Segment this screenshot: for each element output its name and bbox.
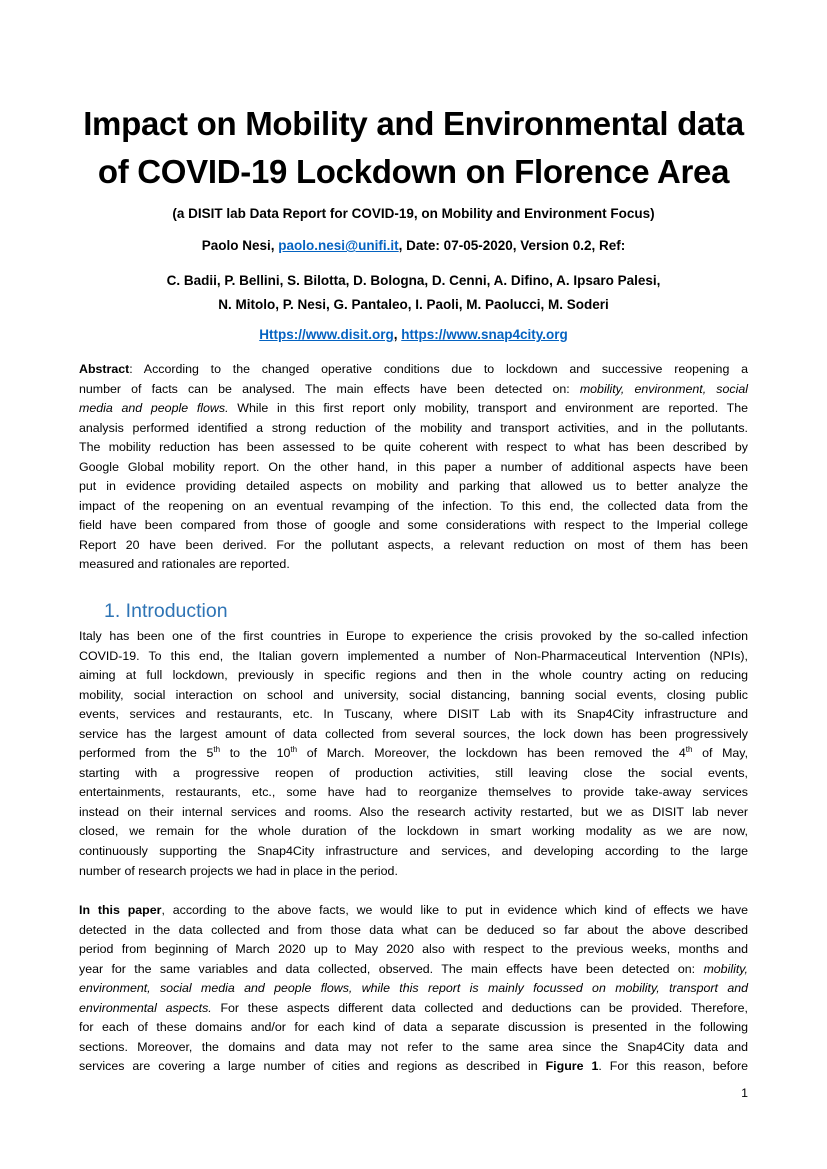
author-email-link[interactable]: paolo.nesi@unifi.it — [278, 238, 399, 253]
intro-line: entertainments, restaurants, etc., some have had to reorganize themselves to provide take-away services — [79, 785, 748, 800]
abstract-label: Abstract — [79, 362, 130, 376]
paper-line — [79, 901, 748, 921]
abstract-line: put in evidence providing detailed aspects on mobility and parking that allowed us to better analyze the — [79, 479, 748, 494]
ordinal-superscript: th — [290, 745, 298, 755]
paper-line: sections. Moreover, the domains and data may not refer to the same area since the Snap4City data and — [79, 1039, 748, 1054]
paper-label: In this paper — [79, 903, 162, 917]
website-links — [40, 326, 787, 344]
paper-text: services are covering a large number of cities and regions as described in — [79, 1059, 546, 1074]
intro-text: of May, — [692, 746, 749, 761]
abstract-line: measured and rationales are reported. — [79, 557, 290, 572]
ordinal-superscript: th — [685, 745, 693, 755]
introduction-paragraph — [79, 627, 748, 881]
paper-text: . For this reason, before — [598, 1059, 749, 1074]
figure-reference: Figure 1 — [545, 1059, 599, 1074]
page-number: 1 — [741, 1086, 748, 1100]
abstract-line — [79, 399, 748, 419]
intro-line: number of research projects we had in place in the period. — [79, 863, 398, 878]
link-separator: , — [393, 327, 402, 342]
abstract-italic: media and people flows. — [79, 401, 229, 416]
intro-line: closed, we remain for the whole duration of the lockdown in smart working modality as we are now, — [79, 824, 748, 839]
paper-line: detected in the data collected and from those data what can be deduced so far about the above described — [79, 922, 748, 937]
abstract-text: While in this first report only mobility, transport and environment are reported. The — [228, 401, 749, 416]
abstract-line: impact of the reopening on an eventual revamping of the infection. To this end, the collected data from the — [79, 498, 748, 513]
abstract-line: analysis performed identified a strong reduction of the mobility and transport activities, and in the pollutants. — [79, 420, 748, 435]
coauthors-line-1: C. Badii, P. Bellini, S. Bilotta, D. Bologna, D. Cenni, A. Difino, A. Ipsaro Palesi, — [166, 273, 661, 288]
intro-line: continuously supporting the Snap4City infrastructure and services, and developing according to the large — [79, 844, 748, 859]
ordinal-superscript: th — [213, 745, 221, 755]
intro-text: of March. Moreover, the lockdown has been removed the 4 — [297, 746, 686, 761]
paper-line: for each of these domains and/or for each kind of data a separate discussion is presented in the following — [79, 1020, 748, 1035]
intro-line: mobility, social interaction on school and university, social distancing, banning social events, closing public — [79, 687, 748, 702]
author-name: Paolo Nesi, — [201, 238, 279, 253]
abstract-text: : According to the changed operative conditions due to lockdown and successive reopening a — [129, 362, 748, 376]
intro-line: instead on their internal services and rooms. Also the research activity restarted, but we as DISIT lab never — [79, 804, 748, 819]
paper-subtitle: (a DISIT lab Data Report for COVID-19, on Mobility and Environment Focus) — [172, 206, 655, 221]
paper-line: period from beginning of March 2020 up to May 2020 also with respect to the previous weeks, months and — [79, 942, 748, 957]
intro-line: starting with a progressive reopen of production activities, still leaving close the social events, — [79, 765, 748, 780]
intro-line: Italy has been one of the first countries in Europe to experience the crisis provoked by the so-called infection — [79, 629, 748, 643]
paper-title — [40, 100, 787, 196]
coauthor-list — [40, 269, 787, 317]
paper-text: , according to the above facts, we would like to put in evidence which kind of effects we have — [161, 903, 748, 917]
paper-italic: environmental aspects. — [79, 1000, 212, 1015]
abstract-line: The mobility reduction has been assessed to be quite coherent with respect to what has been described by — [79, 440, 748, 455]
title-line-1: Impact on Mobility and Environmental data — [83, 105, 744, 142]
paper-text: year for the same variables and data collected, observed. The main effects have been detected on: — [79, 961, 704, 976]
paper-line — [79, 1057, 748, 1077]
intro-line: aiming at full lockdown, previously in specific regions and then in the whole country acting on reducing — [79, 668, 748, 683]
paper-line — [79, 979, 748, 999]
author-meta: , Date: 07-05-2020, Version 0.2, Ref: — [398, 238, 626, 253]
intro-line: service has the largest amount of data collected from several sources, the lock down has been progressively — [79, 726, 748, 741]
intro-text: to the 10 — [220, 746, 291, 761]
abstract-line — [79, 380, 748, 400]
abstract-paragraph — [79, 360, 748, 575]
paper-italic: mobility, — [703, 961, 748, 976]
paper-line — [79, 960, 748, 980]
snap4city-link[interactable]: https://www.snap4city.org — [401, 327, 568, 342]
abstract-italic: mobility, environment, social — [579, 381, 748, 396]
intro-line: COVID-19. To this end, the Italian govern implemented a number of Non-Pharmaceutical Intervention (NPIs), — [79, 648, 748, 663]
coauthors-line-2: N. Mitolo, P. Nesi, G. Pantaleo, I. Paoli, M. Paolucci, M. Soderi — [218, 297, 609, 312]
paper-italic: environment, social media and people flows, while this report is mainly focussed on mobility, transport and — [79, 981, 748, 996]
title-line-2: of COVID-19 Lockdown on Florence Area — [97, 153, 730, 190]
abstract-line: field have been compared from those of google and some considerations with respect to the Imperial college — [79, 518, 748, 533]
intro-line: events, services and restaurants, etc. In Tuscany, where DISIT Lab with its Snap4City infrastructure and — [79, 707, 748, 722]
section-heading-introduction: 1. Introduction — [104, 600, 228, 622]
paper-line — [79, 999, 748, 1019]
abstract-line — [79, 360, 748, 380]
abstract-text: number of facts can be analysed. The main effects have been detected on: — [79, 381, 580, 396]
in-this-paper-paragraph — [79, 901, 748, 1077]
intro-line — [79, 744, 748, 764]
author-line — [40, 237, 787, 255]
disit-link[interactable]: Https://www.disit.org — [259, 327, 394, 342]
abstract-line: Report 20 have been derived. For the pollutant aspects, a relevant reduction on most of them has been — [79, 537, 748, 552]
intro-text: performed from the 5 — [79, 746, 214, 761]
paper-text: For these aspects different data collected and deductions can be provided. Therefore, — [211, 1000, 749, 1015]
abstract-line: Google Global mobility report. On the other hand, in this paper a number of additional aspects have been — [79, 459, 748, 474]
